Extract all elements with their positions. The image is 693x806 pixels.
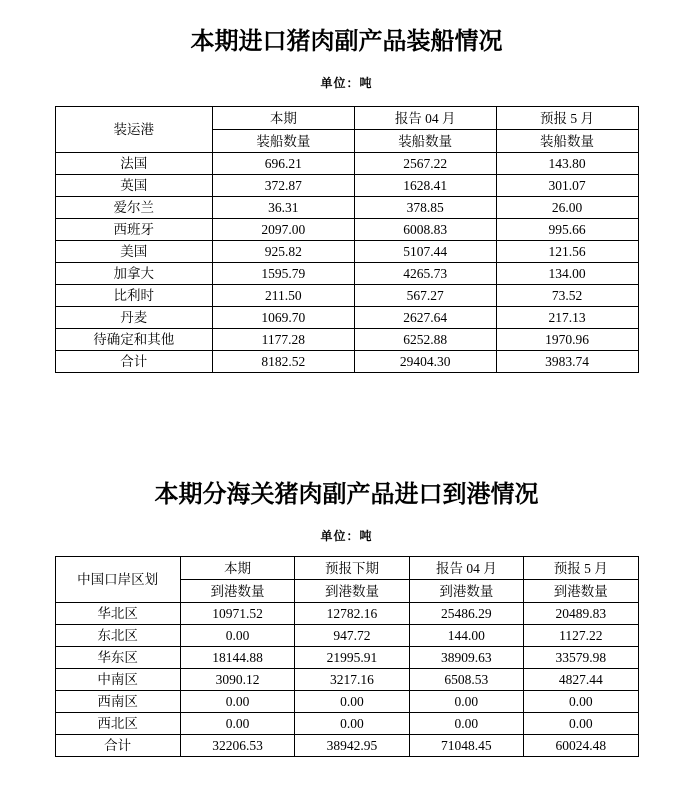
cell-value: 378.85 xyxy=(354,197,496,219)
measure-header: 装船数量 xyxy=(354,130,496,153)
cell-value: 2627.64 xyxy=(354,307,496,329)
measure-header: 到港数量 xyxy=(180,580,294,603)
table-row xyxy=(55,603,638,625)
table-row xyxy=(55,175,638,197)
cell-value: 134.00 xyxy=(496,263,638,285)
cell-value: 0.00 xyxy=(295,691,409,713)
cell-value: 696.21 xyxy=(212,153,354,175)
column-header-forecast-next-period: 预报下期 xyxy=(295,557,409,580)
row-label: 合计 xyxy=(55,351,212,373)
row-label: 待确定和其他 xyxy=(55,329,212,351)
cell-value: 2567.22 xyxy=(354,153,496,175)
cell-value: 211.50 xyxy=(212,285,354,307)
cell-value: 0.00 xyxy=(295,713,409,735)
cell-value: 21995.91 xyxy=(295,647,409,669)
cell-value: 60024.48 xyxy=(524,735,638,757)
column-header-forecast-month: 预报 5 月 xyxy=(496,107,638,130)
cell-value: 1970.96 xyxy=(496,329,638,351)
cell-value: 29404.30 xyxy=(354,351,496,373)
row-label: 法国 xyxy=(55,153,212,175)
cell-value: 36.31 xyxy=(212,197,354,219)
cell-value: 1127.22 xyxy=(524,625,638,647)
table-row xyxy=(55,691,638,713)
cell-value: 301.07 xyxy=(496,175,638,197)
table-row xyxy=(55,263,638,285)
column-header-forecast-month: 预报 5 月 xyxy=(524,557,638,580)
arrival-table xyxy=(55,556,639,757)
cell-value: 995.66 xyxy=(496,219,638,241)
shipment-section xyxy=(0,26,693,373)
column-header-report-month: 报告 04 月 xyxy=(409,557,523,580)
column-header-current-period: 本期 xyxy=(212,107,354,130)
row-label: 中南区 xyxy=(55,669,180,691)
measure-header: 装船数量 xyxy=(212,130,354,153)
cell-value: 4265.73 xyxy=(354,263,496,285)
arrival-section xyxy=(0,479,693,757)
column-header-report-month: 报告 04 月 xyxy=(354,107,496,130)
cell-value: 0.00 xyxy=(180,625,294,647)
table-row xyxy=(55,713,638,735)
cell-value: 0.00 xyxy=(524,691,638,713)
cell-value: 6508.53 xyxy=(409,669,523,691)
cell-value: 71048.45 xyxy=(409,735,523,757)
shipment-table xyxy=(55,106,639,373)
cell-value: 947.72 xyxy=(295,625,409,647)
unit-label: 单位：吨 xyxy=(320,76,373,90)
cell-value: 26.00 xyxy=(496,197,638,219)
cell-value: 12782.16 xyxy=(295,603,409,625)
cell-value: 3090.12 xyxy=(180,669,294,691)
table-row xyxy=(55,197,638,219)
cell-value: 0.00 xyxy=(409,691,523,713)
row-label: 丹麦 xyxy=(55,307,212,329)
cell-value: 217.13 xyxy=(496,307,638,329)
cell-value: 33579.98 xyxy=(524,647,638,669)
cell-value: 32206.53 xyxy=(180,735,294,757)
cell-value: 3983.74 xyxy=(496,351,638,373)
cell-value: 567.27 xyxy=(354,285,496,307)
measure-header: 到港数量 xyxy=(409,580,523,603)
cell-value: 0.00 xyxy=(180,713,294,735)
cell-value: 1177.28 xyxy=(212,329,354,351)
table-row xyxy=(55,307,638,329)
table-row xyxy=(55,241,638,263)
measure-header: 到港数量 xyxy=(295,580,409,603)
cell-value: 1628.41 xyxy=(354,175,496,197)
cell-value: 143.80 xyxy=(496,153,638,175)
table-row xyxy=(55,329,638,351)
cell-value: 18144.88 xyxy=(180,647,294,669)
column-header-current-period: 本期 xyxy=(180,557,294,580)
cell-value: 38909.63 xyxy=(409,647,523,669)
row-label: 西南区 xyxy=(55,691,180,713)
shipment-title: 本期进口猪肉副产品装船情况 xyxy=(190,28,503,55)
row-label: 华北区 xyxy=(55,603,180,625)
cell-value: 5107.44 xyxy=(354,241,496,263)
cell-value: 38942.95 xyxy=(295,735,409,757)
cell-value: 1069.70 xyxy=(212,307,354,329)
cell-value: 6008.83 xyxy=(354,219,496,241)
table-header-row xyxy=(55,107,638,130)
table-row xyxy=(55,285,638,307)
cell-value: 6252.88 xyxy=(354,329,496,351)
cell-value: 73.52 xyxy=(496,285,638,307)
report-page xyxy=(0,26,693,757)
column-header-region: 中国口岸区划 xyxy=(55,557,180,603)
cell-value: 4827.44 xyxy=(524,669,638,691)
table-row xyxy=(55,647,638,669)
cell-value: 1595.79 xyxy=(212,263,354,285)
cell-value: 2097.00 xyxy=(212,219,354,241)
row-label: 西班牙 xyxy=(55,219,212,241)
row-label: 加拿大 xyxy=(55,263,212,285)
row-label: 美国 xyxy=(55,241,212,263)
cell-value: 925.82 xyxy=(212,241,354,263)
table-row xyxy=(55,625,638,647)
row-label: 东北区 xyxy=(55,625,180,647)
measure-header: 装船数量 xyxy=(496,130,638,153)
row-label: 英国 xyxy=(55,175,212,197)
cell-value: 144.00 xyxy=(409,625,523,647)
row-label: 合计 xyxy=(55,735,180,757)
table-total-row xyxy=(55,735,638,757)
cell-value: 3217.16 xyxy=(295,669,409,691)
arrival-title: 本期分海关猪肉副产品进口到港情况 xyxy=(154,481,539,508)
cell-value: 20489.83 xyxy=(524,603,638,625)
cell-value: 10971.52 xyxy=(180,603,294,625)
table-total-row xyxy=(55,351,638,373)
cell-value: 0.00 xyxy=(409,713,523,735)
row-label: 比利时 xyxy=(55,285,212,307)
row-label: 华东区 xyxy=(55,647,180,669)
cell-value: 25486.29 xyxy=(409,603,523,625)
row-label: 西北区 xyxy=(55,713,180,735)
table-header-row xyxy=(55,557,638,580)
cell-value: 8182.52 xyxy=(212,351,354,373)
cell-value: 0.00 xyxy=(524,713,638,735)
cell-value: 372.87 xyxy=(212,175,354,197)
table-row xyxy=(55,669,638,691)
table-row xyxy=(55,219,638,241)
table-row xyxy=(55,153,638,175)
row-label: 爱尔兰 xyxy=(55,197,212,219)
cell-value: 0.00 xyxy=(180,691,294,713)
measure-header: 到港数量 xyxy=(524,580,638,603)
unit-label: 单位：吨 xyxy=(320,529,373,543)
cell-value: 121.56 xyxy=(496,241,638,263)
column-header-port: 装运港 xyxy=(55,107,212,153)
